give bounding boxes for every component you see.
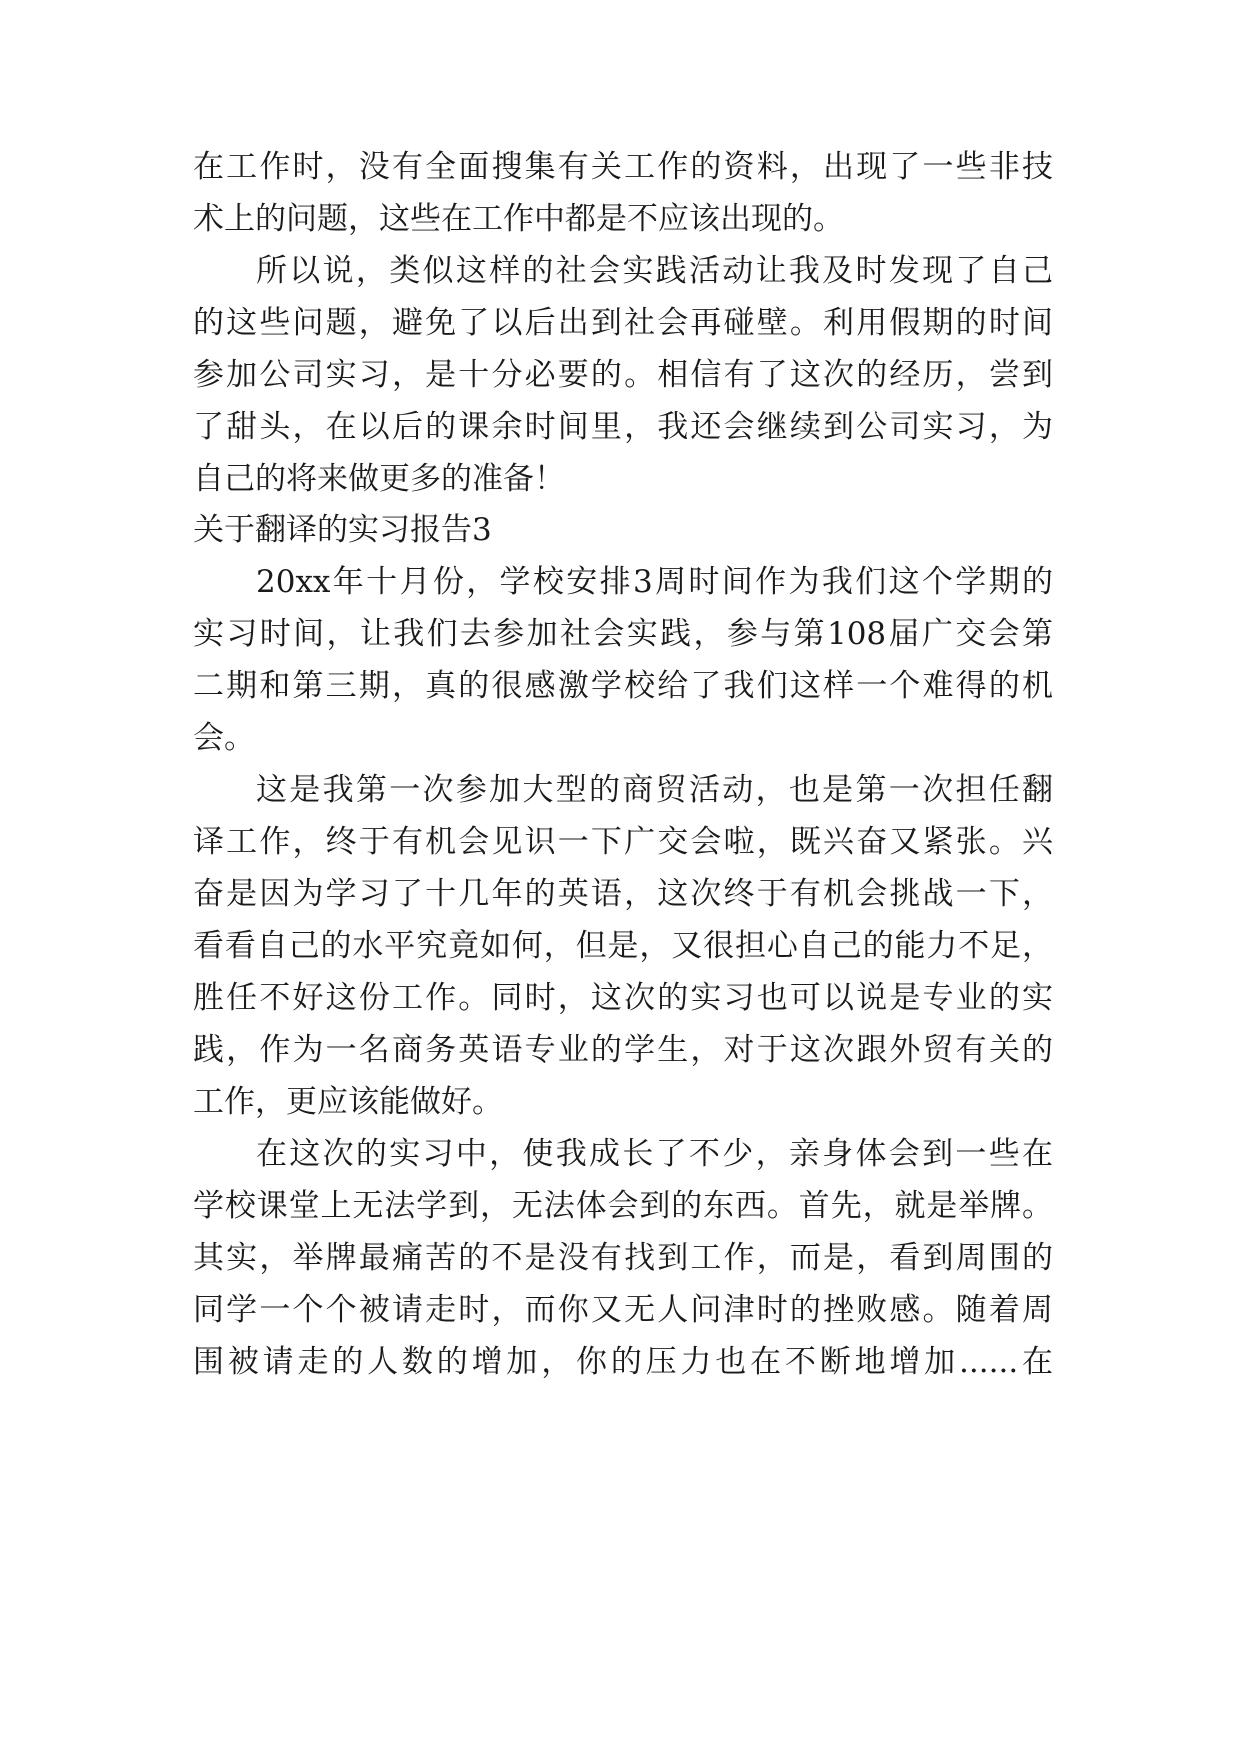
paragraph-line: 的这些问题，避免了以后出到社会再碰壁。利用假期的时间 [193, 305, 1053, 341]
paragraph-line: 这是我第一次参加大型的商贸活动，也是第一次担任翻 [256, 772, 1053, 808]
paragraph-line: 学校课堂上无法学到，无法体会到的东西。首先，就是举牌。 [193, 1188, 1053, 1224]
paragraph-line: 会。 [193, 720, 255, 756]
paragraph-line: 其实，举牌最痛苦的不是没有找到工作，而是，看到周围的 [193, 1240, 1053, 1276]
paragraph-line: 胜任不好这份工作。同时，这次的实习也可以说是专业的实 [193, 980, 1053, 1016]
paragraph-line: 同学一个个被请走时，而你又无人问津时的挫败感。随着周 [193, 1292, 1053, 1328]
paragraph-line: 译工作，终于有机会见识一下广交会啦，既兴奋又紧张。兴 [193, 824, 1053, 860]
paragraph-line: 在工作时，没有全面搜集有关工作的资料，出现了一些非技 [193, 149, 1053, 185]
paragraph-line: 践，作为一名商务英语专业的学生，对于这次跟外贸有关的 [193, 1032, 1053, 1068]
paragraph-line: 参加公司实习，是十分必要的。相信有了这次的经历，尝到 [193, 357, 1053, 393]
paragraph-line: 了甜头，在以后的课余时间里，我还会继续到公司实习，为 [193, 409, 1053, 445]
paragraph-line: 二期和第三期，真的很感激学校给了我们这样一个难得的机 [193, 668, 1053, 704]
paragraph-line: 围被请走的人数的增加，你的压力也在不断地增加......在 [193, 1344, 1053, 1380]
paragraph-line: 自己的将来做更多的准备！ [193, 461, 565, 497]
paragraph-line: 工作，更应该能做好。 [193, 1084, 503, 1120]
paragraph-line: 术上的问题，这些在工作中都是不应该出现的。 [193, 201, 844, 237]
paragraph-line: 在这次的实习中，使我成长了不少，亲身体会到一些在 [256, 1136, 1053, 1172]
paragraph-line: 奋是因为学习了十几年的英语，这次终于有机会挑战一下， [193, 876, 1053, 912]
paragraph-line: 20xx年十月份，学校安排3周时间作为我们这个学期的 [256, 564, 1053, 600]
paragraph-line: 看看自己的水平究竟如何，但是，又很担心自己的能力不足， [193, 928, 1053, 964]
section-heading: 关于翻译的实习报告3 [193, 512, 492, 548]
paragraph-line: 实习时间，让我们去参加社会实践，参与第108届广交会第 [193, 616, 1053, 652]
paragraph-line: 所以说，类似这样的社会实践活动让我及时发现了自己 [256, 253, 1053, 289]
